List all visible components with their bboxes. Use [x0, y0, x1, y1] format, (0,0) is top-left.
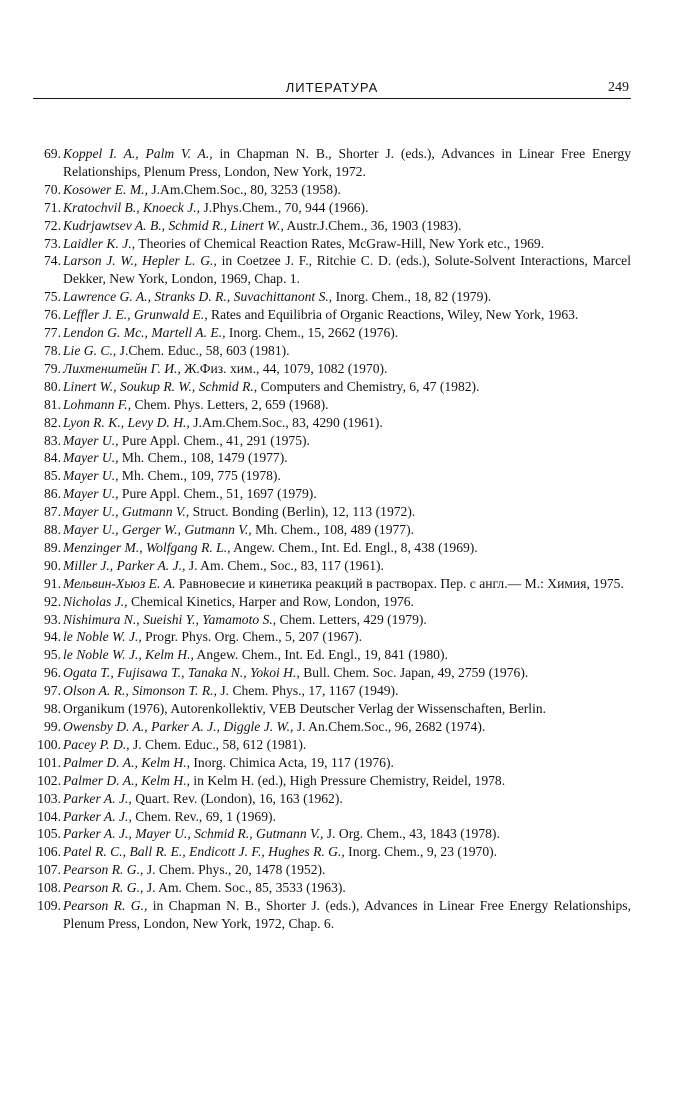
reference-authors: Parker A. J.,	[63, 790, 132, 806]
reference-authors: Pearson R. G.,	[63, 898, 148, 914]
reference-authors: Мельвин-Хьюз Е. А.	[63, 575, 176, 591]
reference-number: 82.	[44, 414, 61, 430]
reference-authors: Linert W., Soukup R. W., Schmid R.,	[63, 378, 258, 394]
reference-number: 78.	[44, 342, 61, 358]
reference-source: J.Chem. Educ., 58, 603 (1981).	[116, 342, 290, 358]
reference-source: in Chapman N. B., Shorter J. (eds.), Advances in Linear Free Energy Relationships, Plenum Press, London, New York, 1972.	[63, 146, 631, 179]
reference-authors: Nicholas J.,	[63, 593, 128, 609]
reference-number: 79.	[44, 360, 61, 376]
reference-item	[33, 503, 631, 521]
reference-item	[33, 252, 631, 288]
reference-authors: Pearson R. G.,	[63, 862, 144, 878]
reference-number: 104.	[37, 808, 61, 824]
reference-number: 105.	[37, 826, 61, 842]
reference-number: 100.	[37, 736, 61, 752]
reference-source: Chem. Rev., 69, 1 (1969).	[131, 808, 276, 824]
reference-item	[33, 432, 631, 450]
reference-item	[33, 628, 631, 646]
reference-number: 73.	[44, 235, 61, 251]
reference-authors: Mayer U.,	[63, 432, 119, 448]
reference-number: 106.	[37, 844, 61, 860]
reference-source: Computers and Chemistry, 6, 47 (1982).	[257, 378, 480, 394]
reference-authors: le Noble W. J., Kelm H.,	[63, 647, 194, 663]
reference-source: J. Am. Chem., Soc., 83, 117 (1961).	[185, 557, 384, 573]
reference-authors: Лихтенштейн Г. И.,	[63, 360, 181, 376]
reference-authors: Mayer U.,	[63, 450, 119, 466]
reference-source: J. An.Chem.Soc., 96, 2682 (1974).	[293, 719, 486, 734]
reference-source: Chemical Kinetics, Harper and Row, London, 1976.	[127, 593, 414, 609]
page-number: 249	[608, 80, 629, 95]
reference-source: J. Chem. Phys., 20, 1478 (1952).	[143, 862, 326, 878]
reference-item	[33, 664, 631, 682]
reference-item	[33, 861, 631, 879]
reference-source: Chem. Letters, 429 (1979).	[276, 611, 427, 627]
reference-source: J.Am.Chem.Soc., 80, 3253 (1958).	[147, 181, 341, 197]
reference-source: Inorg. Chimica Acta, 19, 117 (1976).	[190, 754, 394, 770]
reference-authors: Lohmann F.,	[63, 396, 132, 412]
reference-number: 88.	[44, 522, 61, 538]
reference-number: 86.	[44, 486, 61, 502]
reference-number: 81.	[44, 396, 61, 412]
reference-number: 71.	[44, 199, 61, 215]
reference-item	[33, 324, 631, 342]
reference-number: 101.	[37, 754, 61, 770]
reference-item	[33, 808, 631, 826]
reference-source: Progr. Phys. Org. Chem., 5, 207 (1967).	[141, 629, 363, 645]
reference-source: Ж.Физ. хим., 44, 1079, 1082 (1970).	[180, 360, 388, 376]
reference-authors: Kratochvil B., Knoeck J.,	[63, 199, 201, 215]
reference-source: Inorg. Chem., 9, 23 (1970).	[344, 844, 498, 860]
reference-source: Austr.J.Chem., 36, 1903 (1983).	[283, 217, 462, 233]
reference-item	[33, 790, 631, 808]
reference-item	[33, 593, 631, 611]
reference-number: 69.	[44, 146, 61, 161]
reference-item	[33, 235, 631, 253]
reference-source: Inorg. Chem., 18, 82 (1979).	[332, 289, 492, 305]
reference-source: in Coetzee J. F., Ritchie C. D. (eds.), Solute-Solvent Interactions, Marcel Dekker, New York, London, 1969, Chap. 1.	[63, 253, 631, 287]
reference-number: 80.	[44, 378, 61, 394]
reference-authors: Owensby D. A., Parker A. J., Diggle J. W.,	[63, 719, 294, 734]
reference-number: 72.	[44, 217, 61, 233]
reference-authors: Pacey P. D.,	[63, 736, 130, 752]
reference-source: J.Phys.Chem., 70, 944 (1966).	[200, 199, 369, 215]
reference-number: 99.	[44, 719, 61, 734]
reference-authors: Leffler J. E., Grunwald E.,	[63, 307, 208, 323]
reference-item	[33, 306, 631, 324]
running-title: ЛИТЕРАТУРА	[285, 80, 379, 95]
reference-number: 107.	[37, 862, 61, 878]
reference-source: Quart. Rev. (London), 16, 163 (1962).	[131, 790, 343, 806]
reference-item	[33, 217, 631, 235]
reference-authors: Olson A. R., Simonson T. R.,	[63, 683, 217, 699]
reference-number: 109.	[37, 898, 61, 914]
reference-item	[33, 145, 631, 181]
reference-source: Struct. Bonding (Berlin), 12, 113 (1972).	[189, 504, 416, 520]
reference-item	[33, 467, 631, 485]
reference-authors: Pearson R. G.,	[63, 880, 144, 896]
reference-authors: Kosower E. M.,	[63, 181, 148, 197]
reference-item	[33, 414, 631, 432]
reference-source: J. Org. Chem., 43, 1843 (1978).	[323, 826, 500, 842]
reference-number: 77.	[44, 325, 61, 341]
reference-source: Pure Appl. Chem., 51, 1697 (1979).	[118, 486, 317, 502]
reference-source: Rates and Equilibria of Organic Reactions, Wiley, New York, 1963.	[207, 307, 579, 323]
reference-authors: Patel R. C., Ball R. E., Endicott J. F., Hughes R. G.,	[63, 844, 345, 860]
reference-authors: Ogata T., Fujisawa T., Tanaka N., Yokoi H.,	[63, 665, 300, 681]
reference-source: Bull. Chem. Soc. Japan, 49, 2759 (1976).	[299, 665, 529, 681]
reference-authors: Mayer U.,	[63, 486, 119, 502]
reference-number: 76.	[44, 307, 61, 323]
reference-source: in Kelm H. (ed.), High Pressure Chemistry, Reidel, 1978.	[190, 772, 506, 788]
running-header	[33, 80, 631, 99]
reference-source: Равновесие и кинетика реакций в растворах. Пер. с англ.— М.: Химия, 1975.	[175, 575, 624, 591]
reference-item	[33, 181, 631, 199]
reference-authors: Mayer U., Gerger W., Gutmann V.,	[63, 522, 252, 538]
reference-item	[33, 843, 631, 861]
reference-authors: Lendon G. Mc., Martell A. E.,	[63, 325, 226, 341]
reference-item	[33, 897, 631, 933]
reference-number: 94.	[44, 629, 61, 645]
reference-source: in Chapman N. B., Shorter J. (eds.), Advances in Linear Free Energy Relationships, Plenum Press, London, New York, 1972, Chap. 6.	[63, 898, 631, 931]
reference-item	[33, 736, 631, 754]
reference-item	[33, 199, 631, 217]
reference-item	[33, 700, 631, 718]
reference-item	[33, 378, 631, 396]
reference-authors: Larson J. W., Hepler L. G.,	[63, 253, 217, 269]
reference-item	[33, 360, 631, 378]
reference-number: 91.	[44, 575, 61, 591]
reference-number: 87.	[44, 504, 61, 520]
reference-authors: Laidler K. J.,	[63, 235, 136, 251]
reference-item	[33, 557, 631, 575]
reference-item	[33, 521, 631, 539]
reference-authors: Lie G. C.,	[63, 342, 117, 358]
reference-source: Chem. Phys. Letters, 2, 659 (1968).	[131, 396, 329, 412]
reference-source: Mh. Chem., 108, 1479 (1977).	[118, 450, 288, 466]
reference-item	[33, 396, 631, 414]
reference-authors: Lyon R. K., Levy D. H.,	[63, 414, 190, 430]
reference-item	[33, 611, 631, 629]
reference-number: 108.	[37, 880, 61, 896]
reference-number: 92.	[44, 593, 61, 609]
reference-source: J. Chem. Educ., 58, 612 (1981).	[129, 736, 307, 752]
reference-number: 93.	[44, 611, 61, 627]
reference-item	[33, 772, 631, 790]
reference-item	[33, 449, 631, 467]
reference-item	[33, 485, 631, 503]
reference-authors: Miller J., Parker A. J.,	[63, 557, 186, 573]
reference-number: 83.	[44, 432, 61, 448]
reference-source: Pure Appl. Chem., 41, 291 (1975).	[118, 432, 310, 448]
reference-item	[33, 575, 631, 593]
reference-number: 70.	[44, 181, 61, 197]
reference-number: 84.	[44, 450, 61, 466]
reference-source: J. Am. Chem. Soc., 85, 3533 (1963).	[143, 880, 346, 896]
reference-number: 95.	[44, 647, 61, 663]
reference-number: 96.	[44, 665, 61, 681]
reference-item	[33, 879, 631, 897]
reference-authors: le Noble W. J.,	[63, 629, 142, 645]
reference-authors: Koppel I. A., Palm V. A.,	[63, 146, 213, 161]
reference-source: Angew. Chem., Int. Ed. Engl., 8, 438 (1969).	[230, 539, 478, 555]
reference-authors: Palmer D. A., Kelm H.,	[63, 754, 190, 770]
reference-item	[33, 288, 631, 306]
reference-item	[33, 825, 631, 843]
reference-number: 102.	[37, 772, 61, 788]
reference-number: 75.	[44, 289, 61, 305]
reference-authors: Menzinger M., Wolfgang R. L.,	[63, 539, 231, 555]
reference-number: 103.	[37, 790, 61, 806]
reference-number: 89.	[44, 539, 61, 555]
reference-authors: Nishimura N., Sueishi Y., Yamamoto S.,	[63, 611, 277, 627]
reference-item	[33, 682, 631, 700]
reference-authors: Lawrence G. A., Stranks D. R., Suvachittanont S.,	[63, 289, 333, 305]
reference-source: Organikum (1976), Autorenkollektiv, VEB Deutscher Verlag der Wissenschaften, Berlin.	[63, 701, 547, 717]
reference-source: Mh. Chem., 109, 775 (1978).	[118, 468, 281, 484]
reference-item	[33, 539, 631, 557]
reference-item	[33, 646, 631, 664]
reference-authors: Kudrjawtsev A. B., Schmid R., Linert W.,	[63, 217, 284, 233]
reference-source: J. Chem. Phys., 17, 1167 (1949).	[216, 683, 399, 699]
reference-source: Inorg. Chem., 15, 2662 (1976).	[225, 325, 399, 341]
reference-number: 74.	[44, 253, 61, 269]
reference-list	[33, 145, 631, 933]
reference-authors: Parker A. J., Mayer U., Schmid R., Gutmann V.,	[63, 826, 324, 842]
reference-number: 85.	[44, 468, 61, 484]
reference-number: 90.	[44, 557, 61, 573]
reference-number: 97.	[44, 683, 61, 699]
reference-source: Theories of Chemical Reaction Rates, McGraw-Hill, New York etc., 1969.	[135, 235, 545, 251]
reference-source: J.Am.Chem.Soc., 83, 4290 (1961).	[189, 414, 383, 430]
reference-item	[33, 718, 631, 736]
reference-authors: Mayer U.,	[63, 468, 119, 484]
reference-source: Angew. Chem., Int. Ed. Engl., 19, 841 (1980).	[193, 647, 448, 663]
reference-number: 98.	[44, 701, 61, 717]
reference-source: Mh. Chem., 108, 489 (1977).	[251, 522, 415, 538]
reference-authors: Palmer D. A., Kelm H.,	[63, 772, 190, 788]
reference-authors: Mayer U., Gutmann V.,	[63, 504, 190, 520]
reference-item	[33, 342, 631, 360]
reference-authors: Parker A. J.,	[63, 808, 132, 824]
reference-item	[33, 754, 631, 772]
